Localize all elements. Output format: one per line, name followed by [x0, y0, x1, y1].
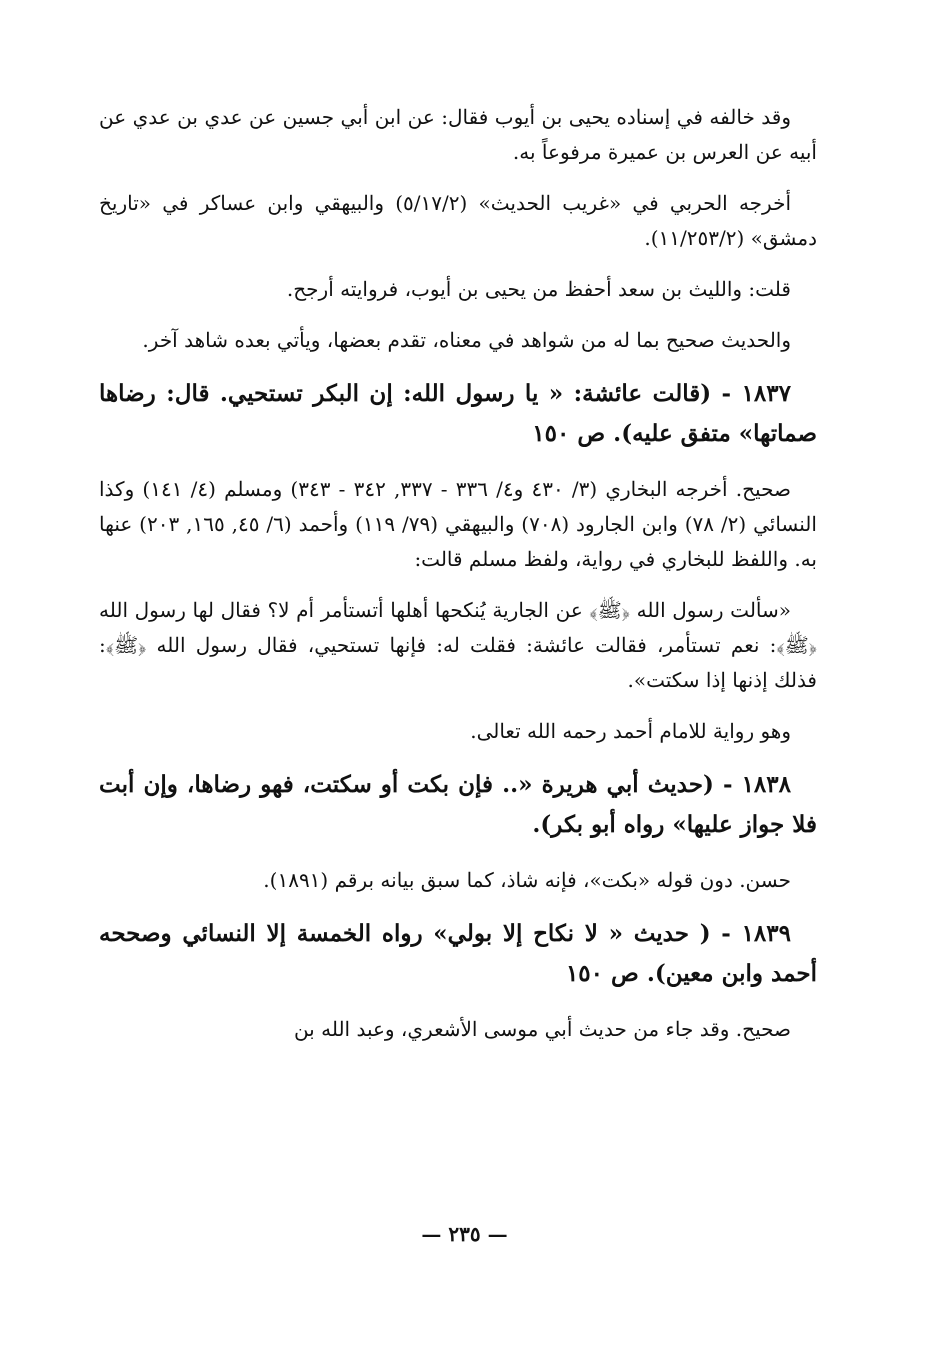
- paragraph-3: قلت: والليث بن سعد أحفظ من يحيى بن أيوب، فروايته أرجح.: [286, 277, 791, 301]
- paragraph-4: والحديث صحيح بما له من شواهد في معناه، تقدم بعضها، ويأتي بعده شاهد آخر.: [142, 328, 791, 352]
- hadith-heading-1838: ١٨٣٨ - (حديث أبي هريرة «.. فإن بكت أو سكتت، فهو رضاها، وإن أبت فلا جواز عليها» رواه أبو بكر).: [99, 771, 817, 838]
- page-number: — ٢٣٥ —: [421, 1222, 508, 1246]
- hadith-heading-1839: ١٨٣٩ - ( حديث « لا نكاح إلا بولي» رواه الخمسة إلا النسائي وصححه أحمد وابن معين). ص ١٥٠: [99, 920, 817, 987]
- page-body: [99, 100, 817, 1063]
- paragraph-12: صحيح. وقد جاء من حديث أبي موسى الأشعري، وعبد الله بن: [293, 1017, 791, 1041]
- paragraph-1: وقد خالفه في إسناده يحيى بن أيوب فقال: عن ابن أبي جسين عن عدي بن عدي عن أبيه عن العرس بن عميرة مرفوعاً به.: [99, 105, 817, 164]
- paragraph-2: أخرجه الحربي في «غريب الحديث» (٥/١٧/٢) والبيهقي وابن عساكر في «تاريخ دمشق» (١١/٢٥٣/٢).: [99, 191, 817, 250]
- paragraph-10: حسن. دون قوله «بكت»، فإنه شاذ، كما سبق بيانه برقم (١٨٩١).: [263, 868, 791, 892]
- paragraph-8: وهو رواية للامام أحمد رحمه الله تعالى.: [470, 719, 791, 743]
- hadith-heading-1837: ١٨٣٧ - (قالت عائشة: « يا رسول الله: إن البكر تستحيي. قال: رضاها صماتها» متفق عليه). ص ١٥٠: [99, 380, 817, 447]
- paragraph-7: «سألت رسول الله ﴿ﷺ﴾ عن الجارية يُنكحها أهلها أتستأمر أم لا؟ فقال لها رسول الله ﴿ﷺ﴾: نعم تستأمر، فقالت عائشة: فقلت له: فإنها تستحيي، فقال رسول الله ﴿ﷺ﴾: فذلك إذنها إذا سكتت».: [99, 598, 817, 692]
- paragraph-6: صحيح. أخرجه البخاري (٣/ ٤٣٠ و٤/ ٣٣٦ - ٣٣٧, ٣٤٢ - ٣٤٣) ومسلم (٤/ ١٤١) وكذا النسائي (٢/ ٧٨) وابن الجارود (٧٠٨) والبيهقي (٧٩/ ١١٩) وأحمد (٦/ ٤٥, ١٦٥, ٢٠٣) عنها به. واللفظ للبخاري في رواية، ولفظ مسلم قالت:: [99, 477, 817, 571]
